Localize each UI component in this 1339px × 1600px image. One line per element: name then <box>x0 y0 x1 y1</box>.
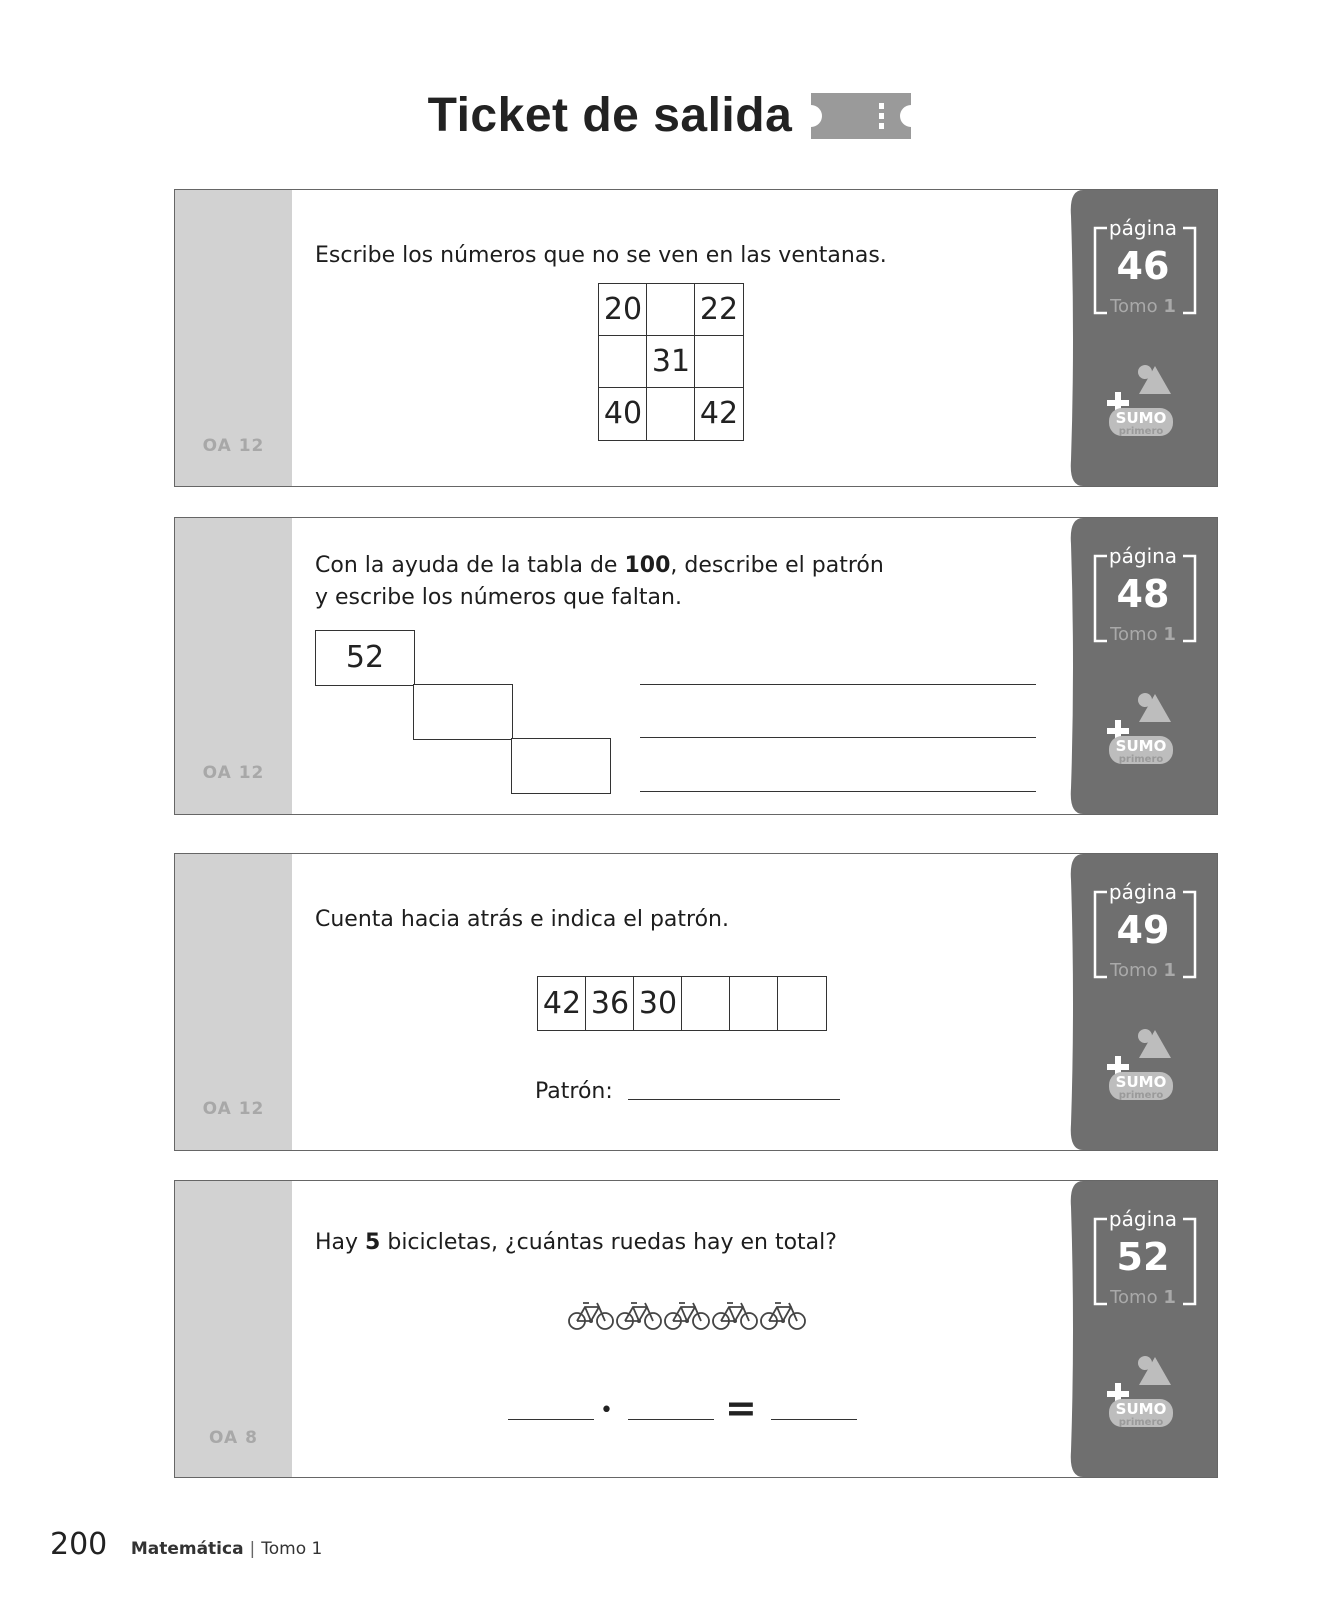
page-label: página <box>1108 880 1178 904</box>
grid-cell-blank[interactable] <box>598 335 648 389</box>
grid-cell-blank[interactable] <box>646 283 696 337</box>
oa-label: OA 12 <box>202 763 265 783</box>
pattern-answer-line[interactable] <box>628 1099 840 1100</box>
factor-answer-line[interactable] <box>508 1419 594 1420</box>
page-reference-panel <box>1069 190 1217 486</box>
grid-cell: 40 <box>598 387 648 441</box>
grid-cell: 20 <box>598 283 648 337</box>
exit-ticket-card-3 <box>174 853 1218 1151</box>
oa-label: OA 8 <box>209 1428 258 1448</box>
grid-cell: 31 <box>646 335 696 389</box>
sumo-primero-logo-icon <box>1107 1351 1187 1431</box>
question-text: Cuenta hacia atrás e indica el patrón. <box>315 907 729 932</box>
page-reference-panel <box>1069 1181 1217 1477</box>
card-content <box>315 854 1057 1150</box>
sequence-box-blank[interactable] <box>681 976 731 1031</box>
card-content <box>315 1181 1057 1477</box>
page-number: 48 <box>1116 572 1170 616</box>
svg-text:primero: primero <box>1118 426 1164 437</box>
grid-cell: 22 <box>694 283 744 337</box>
page-footer <box>50 1527 322 1562</box>
page-number: 49 <box>1116 908 1170 952</box>
answer-line[interactable] <box>640 737 1036 738</box>
tomo-label: Tomo 1 <box>1110 296 1176 317</box>
sumo-primero-logo-icon <box>1107 360 1187 440</box>
bicycle-row <box>567 1297 812 1331</box>
svg-text:primero: primero <box>1118 1090 1164 1101</box>
footer-subject: Matemática <box>130 1539 244 1559</box>
grid-cell-blank[interactable] <box>694 335 744 389</box>
ticket-icon <box>811 91 911 141</box>
equals-sign: = <box>725 1386 757 1430</box>
svg-text:primero: primero <box>1118 1417 1164 1428</box>
svg-text:SUMO: SUMO <box>1115 409 1167 427</box>
bicycle-icon <box>567 1297 615 1331</box>
page-label: página <box>1108 216 1178 240</box>
exit-ticket-card-4 <box>174 1180 1218 1478</box>
stair-box-blank[interactable] <box>413 684 513 740</box>
question-text: Con la ayuda de la tabla de 100, describe el patrón y escribe los números que faltan. <box>315 553 884 610</box>
oa-label: OA 12 <box>202 1099 265 1119</box>
page-number: 52 <box>1116 1235 1170 1279</box>
svg-text:SUMO: SUMO <box>1115 1073 1167 1091</box>
bicycle-icon <box>759 1297 807 1331</box>
grid-cell: 42 <box>694 387 744 441</box>
question-text: Hay 5 bicicletas, ¿cuántas ruedas hay en total? <box>315 1230 837 1255</box>
page-title: Ticket de salida <box>427 89 793 142</box>
sequence-box-blank[interactable] <box>729 976 779 1031</box>
svg-text:SUMO: SUMO <box>1115 1400 1167 1418</box>
page-reference-panel <box>1069 518 1217 814</box>
multiply-dot: • <box>600 1398 613 1423</box>
result-answer-line[interactable] <box>771 1419 857 1420</box>
card-content <box>315 518 1057 814</box>
answer-line[interactable] <box>640 684 1036 685</box>
tomo-label: Tomo 1 <box>1110 624 1176 645</box>
tomo-label: Tomo 1 <box>1110 960 1176 981</box>
sumo-primero-logo-icon <box>1107 688 1187 768</box>
exit-ticket-card-1 <box>174 189 1218 487</box>
stair-box-blank[interactable] <box>511 738 611 794</box>
page-reference-panel <box>1069 854 1217 1150</box>
oa-label: OA 12 <box>202 436 265 456</box>
bicycle-icon <box>615 1297 663 1331</box>
svg-text:SUMO: SUMO <box>1115 737 1167 755</box>
footer-separator: | <box>249 1539 256 1559</box>
sequence-box: 42 <box>537 976 587 1031</box>
page-label: página <box>1108 1207 1178 1231</box>
pattern-label: Patrón: <box>535 1079 613 1104</box>
page-label: página <box>1108 544 1178 568</box>
exit-ticket-card-2 <box>174 517 1218 815</box>
question-text: Escribe los números que no se ven en las ventanas. <box>315 243 887 268</box>
page-number: 46 <box>1116 244 1170 288</box>
answer-line[interactable] <box>640 791 1036 792</box>
footer-volume: Tomo 1 <box>261 1539 323 1559</box>
svg-text:primero: primero <box>1118 754 1164 765</box>
sequence-box: 36 <box>585 976 635 1031</box>
bicycle-icon <box>711 1297 759 1331</box>
page-header <box>0 88 1339 143</box>
card-content <box>315 190 1057 486</box>
footer-page-number: 200 <box>50 1527 108 1562</box>
tomo-label: Tomo 1 <box>1110 1287 1176 1308</box>
sequence-box-blank[interactable] <box>777 976 827 1031</box>
stair-box: 52 <box>315 630 415 686</box>
sumo-primero-logo-icon <box>1107 1024 1187 1104</box>
grid-cell-blank[interactable] <box>646 387 696 441</box>
bicycle-icon <box>663 1297 711 1331</box>
factor-answer-line[interactable] <box>628 1419 714 1420</box>
sequence-box: 30 <box>633 976 683 1031</box>
